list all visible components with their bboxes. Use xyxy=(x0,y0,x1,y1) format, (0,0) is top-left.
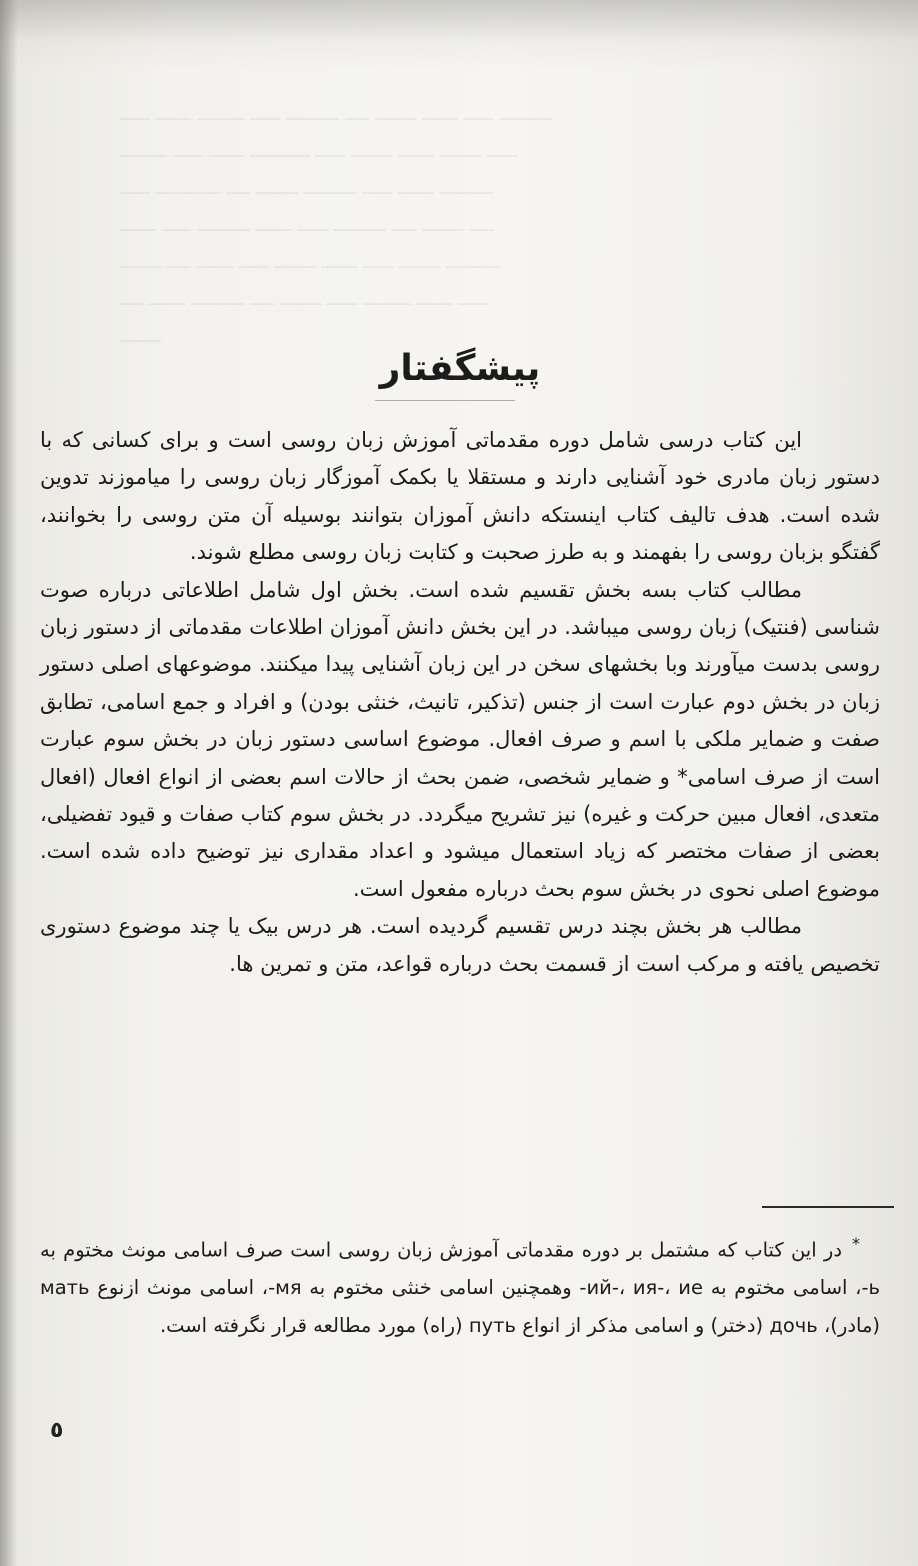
footnote-text: در این کتاب که مشتمل بر دوره مقدماتی آموزش زبان روسی است صرف اسامی مونث مختوم به ь-، اسامی مختوم به ий-، ия-، ие- وهمچنین اسامی خنثی مختوم به мя-، اسامی مونث ازنوع мать (مادر)، дочь (دختر) و اسامی مذکر از انواع путь (راه) مورد مطالعه قرار نگرفته است. xyxy=(40,1238,880,1337)
paragraph-lessons: مطالب هر بخش بچند درس تقسیم گردیده است. هر درس بیک یا چند موضوع دستوری تخصیص یافته و مرکب است از قسمت بحث درباره قواعد، متن و تمرین ها. xyxy=(40,914,880,976)
page-top-shadow xyxy=(0,0,918,70)
body-text xyxy=(40,422,880,983)
page-title: پیشگفتار xyxy=(379,348,541,389)
title-underline xyxy=(375,400,515,401)
page-number: ٥ xyxy=(50,1418,64,1443)
page-gutter-shadow xyxy=(0,0,18,1566)
paragraph-structure: مطالب کتاب بسه بخش تقسیم شده است. بخش اول شامل اطلاعاتی درباره صوت شناسی (فنتیک) زبان روسی میباشد. در این بخش دانش آموزان اطلاعات مقدماتی از دستور زبان روسی بدست میآورند وبا بخشهای سخن در این زبان آشنایی پیدا میکنند. موضوعهای اصلی دستور زبان در بخش دوم عبارت است از جنس (تذکیر، تانیث، خنثی بودن) و افراد و جمع اسامی، تطابق صفت و ضمایر ملکی با اسم و صرف افعال. موضوع اساسی دستور زبان در بخش سوم عبارت است از صرف اسامی* و ضمایر شخصی، ضمن بحث از حالات اسم بعضی از انواع افعال (افعال متعدی، افعال مبین حرکت و غیره) نیز تشریح میگردد. در بخش سوم کتاب صفات و قیود تفضیلی، بعضی از صفات مختصر که زیاد استعمال میشود و اعداد مقداری نیز توضیح داده شده است. موضوع اصلی نحوی در بخش سوم بحث درباره مفعول است. xyxy=(40,577,880,901)
paragraph-intro: این کتاب درسی شامل دوره مقدماتی آموزش زبان روسی است و برای کسانی که با دستور زبان مادری خود آشنایی دارند و مستقلا یا بکمک آموزگار زبان روسی را میاموزند تدوین شده است. هدف تالیف کتاب اینستکه دانش آموزان بتوانند بوسیله آن متن روسی را بخوانند، گفتگو بزبان روسی را بفهمند و به طرز صحبت و کتابت زبان روسی مطلع شوند. xyxy=(40,428,880,565)
bleed-through-texture: ـــــ ــــــ ــــــــ ـــــ ـــــــــ ــــ ـــــــ ــــــ ـــــ ـــــــــ ــــــــ ـــــ ــــــ ــــــــــ ـــــ ـــــــ ــــــ ـــــــ ـــــ ـــــ ـــــــــــ ــــ ـــــــ ـــــــــ ـــــ ــــــ ـــــــــ ــــــ ـــــ ـــــــــ ــــــ ـــــ ـــــــــ ــــ ـــــــ ــــ ـــــــ ــــ ــــــ ـــــ ـــــــ ــــــ ـــــ ـــــــ ـــــــــ ــــ ــــــ ـــــــــ ــــ ـــــــ ـــــ ــــــــ ــــــ ـــــ ـــــــ xyxy=(120,101,553,347)
footnote-separator xyxy=(762,1206,894,1208)
footnote xyxy=(40,1225,880,1344)
footnote-marker: * xyxy=(852,1234,860,1253)
